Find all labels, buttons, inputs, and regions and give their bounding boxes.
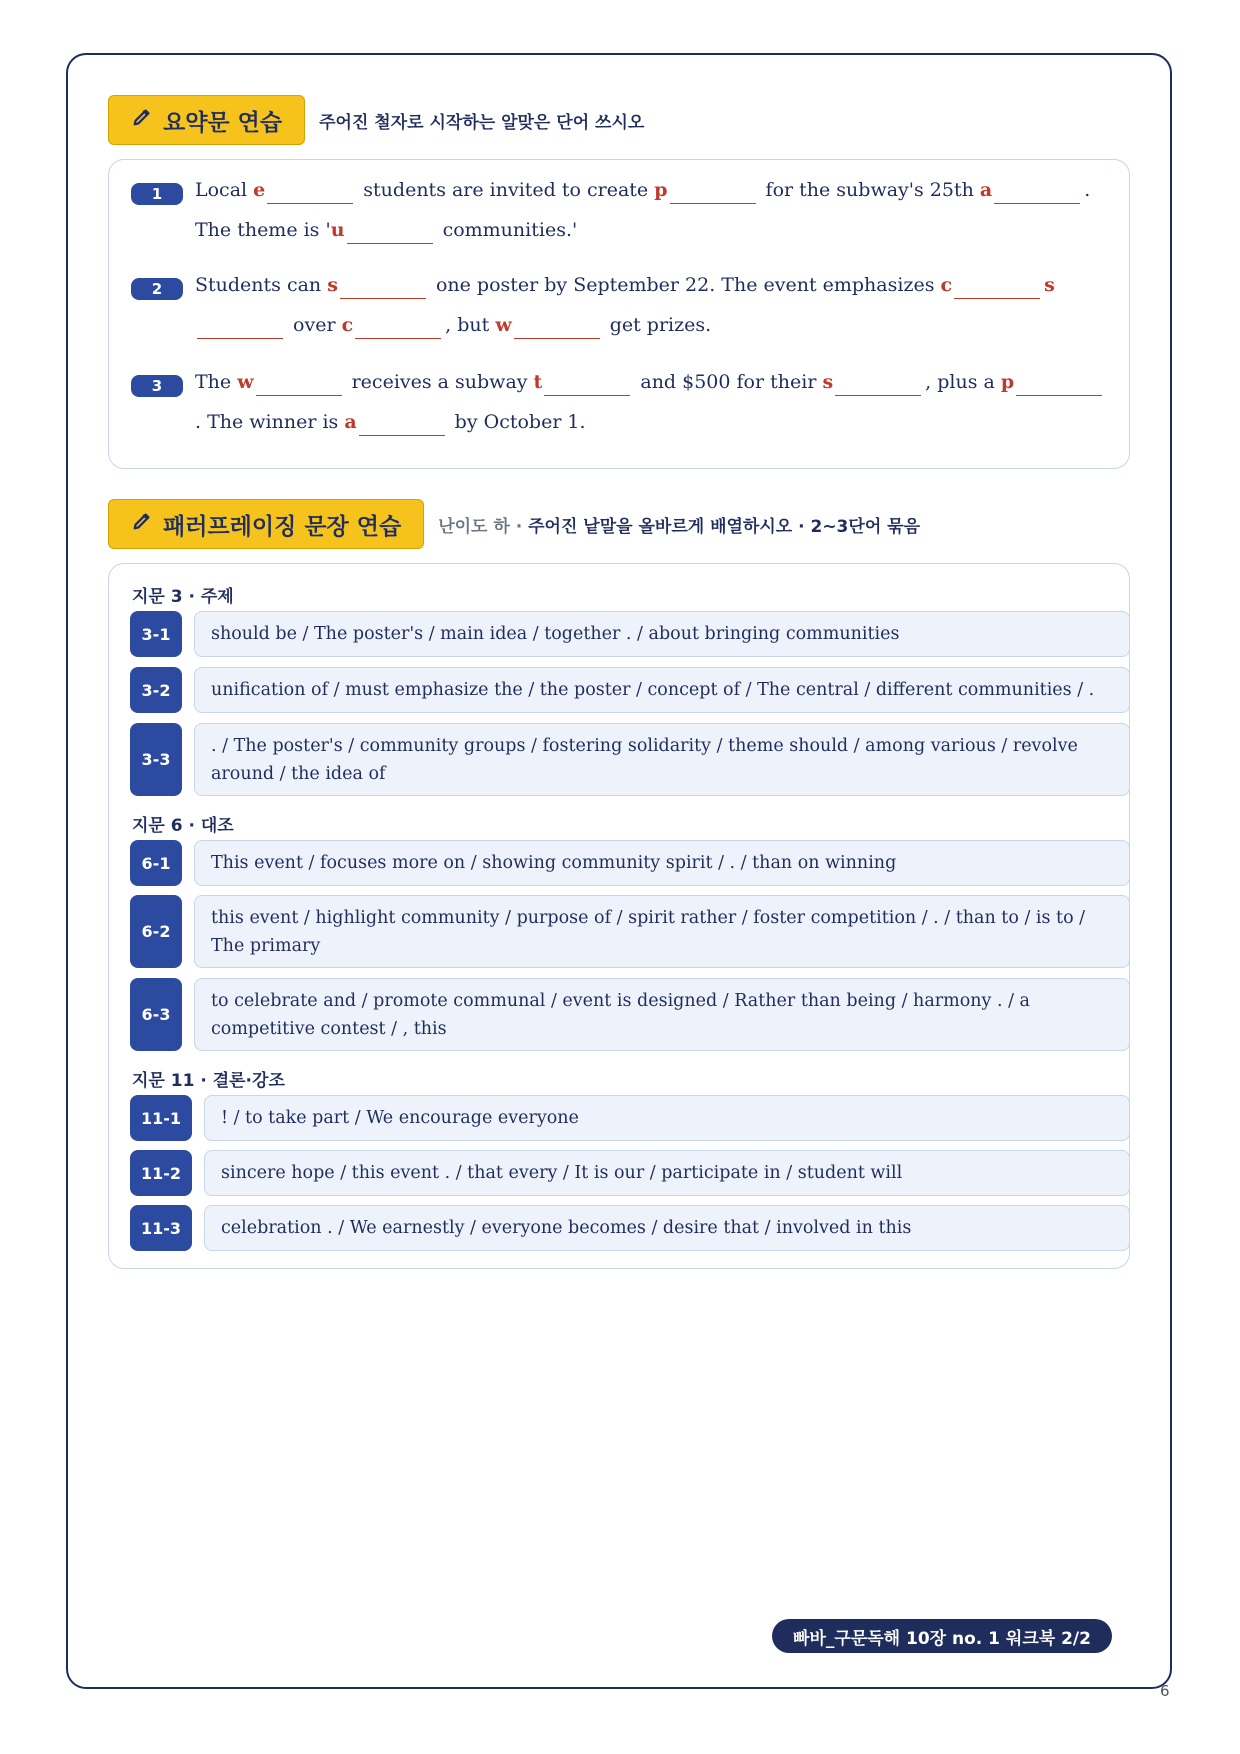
- scrambled-sentence: sincere hope / this event . / that every / It is our / participate in / student will: [204, 1150, 1130, 1196]
- answer-blank[interactable]: [197, 312, 283, 339]
- summary-sentence: [195, 170, 1107, 250]
- answer-blank[interactable]: [514, 312, 600, 339]
- page-number: 6: [1160, 1682, 1170, 1700]
- hint-letter: e: [253, 179, 266, 201]
- paraphrase-instruction: [438, 512, 920, 537]
- hint-letter: w: [495, 314, 512, 336]
- question-number: 3-1: [130, 611, 182, 657]
- answer-blank[interactable]: [670, 177, 756, 204]
- answer-blank[interactable]: [355, 312, 441, 339]
- text-span: receives a subway: [345, 371, 534, 393]
- scrambled-sentence: This event / focuses more on / showing community spirit / . / than on winning: [194, 840, 1130, 886]
- question-number: 11-3: [130, 1205, 192, 1251]
- text-span: for the subway's 25th: [759, 179, 980, 201]
- text-span: . The winner is: [195, 411, 345, 433]
- scrambled-sentence: this event / highlight community / purpose of / spirit rather / foster competition / . / than to / is to / The primary: [194, 895, 1130, 968]
- group-title: 지문 11 · 결론·강조: [132, 1071, 285, 1091]
- question-number: 11-2: [130, 1150, 192, 1196]
- hint-letter: p: [1000, 371, 1015, 393]
- answer-blank[interactable]: [544, 369, 630, 396]
- summary-tag: [108, 95, 305, 145]
- question-number: 3-2: [130, 667, 182, 713]
- summary-instruction: 주어진 철자로 시작하는 알맞은 단어 쓰시오: [319, 112, 645, 133]
- hint-letter: a: [979, 179, 993, 201]
- text-span: communities.': [436, 219, 578, 241]
- hint-letter: c: [341, 314, 354, 336]
- question-number: 6-3: [130, 978, 182, 1051]
- scrambled-sentence: should be / The poster's / main idea / together . / about bringing communities: [194, 611, 1130, 657]
- scrambled-sentence: unification of / must emphasize the / the poster / concept of / The central / different communities / .: [194, 667, 1130, 713]
- scrambled-sentence: ! / to take part / We encourage everyone: [204, 1095, 1130, 1141]
- hint-letter: s: [822, 371, 834, 393]
- question-row: [130, 840, 1130, 886]
- hint-letter: p: [654, 179, 668, 201]
- hint-letter: s: [327, 274, 338, 296]
- summary-item-number: 3: [131, 375, 183, 397]
- answer-blank[interactable]: [994, 177, 1080, 204]
- instruction-text: 주어진 낱말을 올바르게 배열하시오 · 2~3단어 묶음: [528, 516, 920, 537]
- pencil-icon: [131, 106, 153, 134]
- scrambled-sentence: celebration . / We earnestly / everyone becomes / desire that / involved in this: [204, 1205, 1130, 1251]
- summary-header: [108, 95, 644, 145]
- answer-blank[interactable]: [835, 369, 921, 396]
- scrambled-sentence: to celebrate and / promote communal / event is designed / Rather than being / harmony . / a competitive contest / , this: [194, 978, 1130, 1051]
- summary-item-number: 1: [131, 183, 183, 205]
- hint-letter: u: [330, 219, 345, 241]
- paraphrase-tag: [108, 499, 424, 549]
- question-number: 3-3: [130, 723, 182, 796]
- summary-box: [108, 159, 1130, 469]
- footer-label: 빠바_구문독해 10장 no. 1 워크북 2/2: [772, 1619, 1112, 1653]
- text-span: , but: [445, 314, 496, 336]
- answer-blank[interactable]: [340, 272, 426, 299]
- answer-blank[interactable]: [347, 217, 433, 244]
- text-span: Students can: [195, 274, 328, 296]
- pencil-icon: [131, 510, 153, 538]
- paraphrase-header: [108, 499, 920, 549]
- text-span: get prizes.: [603, 314, 712, 336]
- summary-title: 요약문 연습: [163, 109, 283, 136]
- question-row: [130, 1095, 1130, 1141]
- text-span: by October 1.: [448, 411, 586, 433]
- question-row: [130, 1205, 1130, 1251]
- scrambled-sentence: . / The poster's / community groups / fostering solidarity / theme should / among various / revolve around / the idea of: [194, 723, 1130, 796]
- question-row: [130, 667, 1130, 713]
- hint-letter: c: [940, 274, 953, 296]
- text-span: students are invited to create: [357, 179, 655, 201]
- question-row: [130, 895, 1130, 968]
- answer-blank[interactable]: [359, 409, 445, 436]
- difficulty-label: 난이도 하 ·: [438, 516, 529, 537]
- hint-letter: s: [1044, 274, 1055, 296]
- question-row: [130, 1150, 1130, 1196]
- question-row: [130, 611, 1130, 657]
- text-span: The: [195, 371, 238, 393]
- text-span: Local: [195, 179, 254, 201]
- summary-item-number: 2: [131, 278, 183, 300]
- paraphrase-title: 패러프레이징 문장 연습: [163, 513, 402, 540]
- question-number: 11-1: [130, 1095, 192, 1141]
- question-row: [130, 723, 1130, 796]
- question-number: 6-2: [130, 895, 182, 968]
- answer-blank[interactable]: [1016, 369, 1102, 396]
- text-span: one poster by September 22. The event emphasizes: [429, 274, 941, 296]
- text-span: . The theme is ': [195, 179, 1091, 241]
- summary-sentence: [195, 362, 1107, 442]
- text-span: , plus a: [925, 371, 1001, 393]
- hint-letter: w: [237, 371, 254, 393]
- question-number: 6-1: [130, 840, 182, 886]
- group-title: 지문 3 · 주제: [132, 587, 234, 607]
- group-title: 지문 6 · 대조: [132, 816, 234, 836]
- question-row: [130, 978, 1130, 1051]
- summary-sentence: [195, 265, 1107, 345]
- text-span: and $500 for their: [634, 371, 823, 393]
- hint-letter: a: [344, 411, 357, 433]
- hint-letter: t: [533, 371, 543, 393]
- text-span: over: [287, 314, 342, 336]
- answer-blank[interactable]: [954, 272, 1040, 299]
- answer-blank[interactable]: [267, 177, 353, 204]
- answer-blank[interactable]: [256, 369, 342, 396]
